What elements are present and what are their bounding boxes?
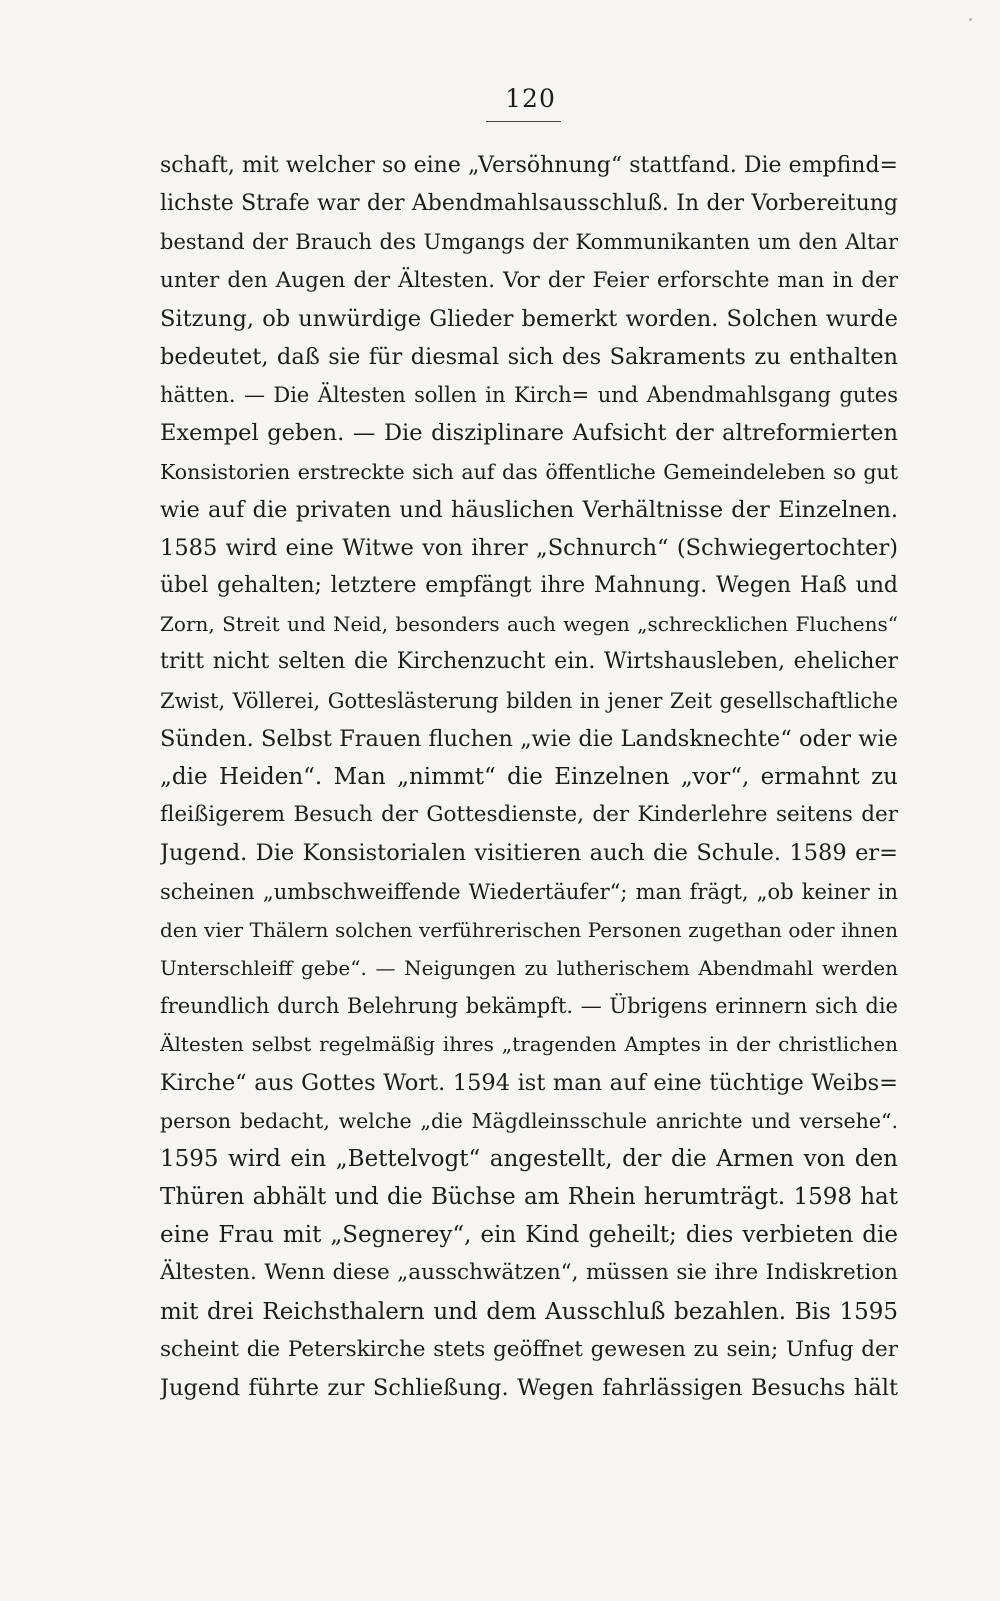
text-line: fleißigerem Besuch der Gottesdienste, der Kinderlehre seitens der [160,802,898,828]
text-line: 1595 wird ein „Bettelvogt“ angestellt, der die Armen von den [160,1145,898,1172]
text-line: person bedacht, welche „die Mägdleinsschule anrichte und versehe“. [160,1108,898,1133]
body-text [160,147,898,1407]
text-line: bedeutet, daß sie für diesmal sich des Sakraments zu enthalten [160,343,898,370]
text-line: Kirche“ aus Gottes Wort. 1594 ist man auf eine tüchtige Weibs= [160,1069,898,1096]
text-line: Zorn, Streit und Neid, besonders auch wegen „schrecklichen Fluchens“ [160,612,898,637]
text-line: freundlich durch Belehrung bekämpft. — Übrigens erinnern sich die [160,994,898,1019]
page-number-rule [486,121,561,122]
text-line: Exempel geben. — Die disziplinare Aufsicht der altreformierten [160,420,898,447]
paper-speck [969,18,972,21]
text-line: den vier Thälern solchen verführerischen Personen zugethan oder ihnen [160,917,898,942]
text-line: Zwist, Völlerei, Gotteslästerung bilden in jener Zeit gesellschaftliche [160,688,898,713]
text-line: mit drei Reichsthalern und dem Ausschluß bezahlen. Bis 1595 [160,1298,898,1325]
text-line: unter den Augen der Ältesten. Vor der Feier erforschte man in der [160,267,898,293]
text-line: Sitzung, ob unwürdige Glieder bemerkt worden. Solchen wurde [160,305,898,332]
text-line: hätten. — Die Ältesten sollen in Kirch= und Abendmahlsgang gutes [160,383,898,408]
text-line: scheint die Peterskirche stets geöffnet gewesen zu sein; Unfug der [160,1336,898,1362]
text-line: übel gehalten; letztere empfängt ihre Mahnung. Wegen Haß und [160,573,898,599]
text-line: „die Heiden“. Man „nimmt“ die Einzelnen „vor“, ermahnt zu [160,764,898,790]
text-line: 1585 wird eine Witwe von ihrer „Schnurch“ (Schwiegertochter) [160,534,898,561]
text-line: bestand der Brauch des Umgangs der Kommunikanten um den Altar [160,230,898,255]
text-line: Ältesten. Wenn diese „ausschwätzen“, müssen sie ihre Indiskretion [160,1260,898,1286]
text-line: scheinen „umbschweiffende Wiedertäufer“; man frägt, „ob keiner in [160,879,898,904]
text-line: Jugend. Die Konsistorialen visitieren auch die Schule. 1589 er= [160,840,898,867]
text-line: Sünden. Selbst Frauen fluchen „wie die Landsknechte“ oder wie [160,725,898,752]
text-line: wie auf die privaten und häuslichen Verhältnisse der Einzelnen. [160,496,898,523]
text-line: Thüren abhält und die Büchse am Rhein herumträgt. 1598 hat [160,1184,898,1211]
text-line: eine Frau mit „Segnerey“, ein Kind geheilt; dies verbieten die [160,1222,898,1249]
text-line: lichste Strafe war der Abendmahlsausschluß. In der Vorbereitung [160,191,898,217]
text-line: Ältesten selbst regelmäßig ihres „tragenden Amptes in der christlichen [160,1032,898,1057]
text-line: Konsistorien erstreckte sich auf das öffentliche Gemeindeleben so gut [160,459,898,484]
text-line: tritt nicht selten die Kirchenzucht ein. Wirtshausleben, ehelicher [160,649,898,675]
text-line: Unterschleiff gebe“. — Neigungen zu lutherischem Abendmahl werden [160,955,898,980]
page-number: 120 [505,84,556,113]
text-line: schaft, mit welcher so eine „Versöhnung“ stattfand. Die empfind= [160,153,898,178]
text-line: Jugend führte zur Schließung. Wegen fahrlässigen Besuchs hält [160,1375,898,1401]
